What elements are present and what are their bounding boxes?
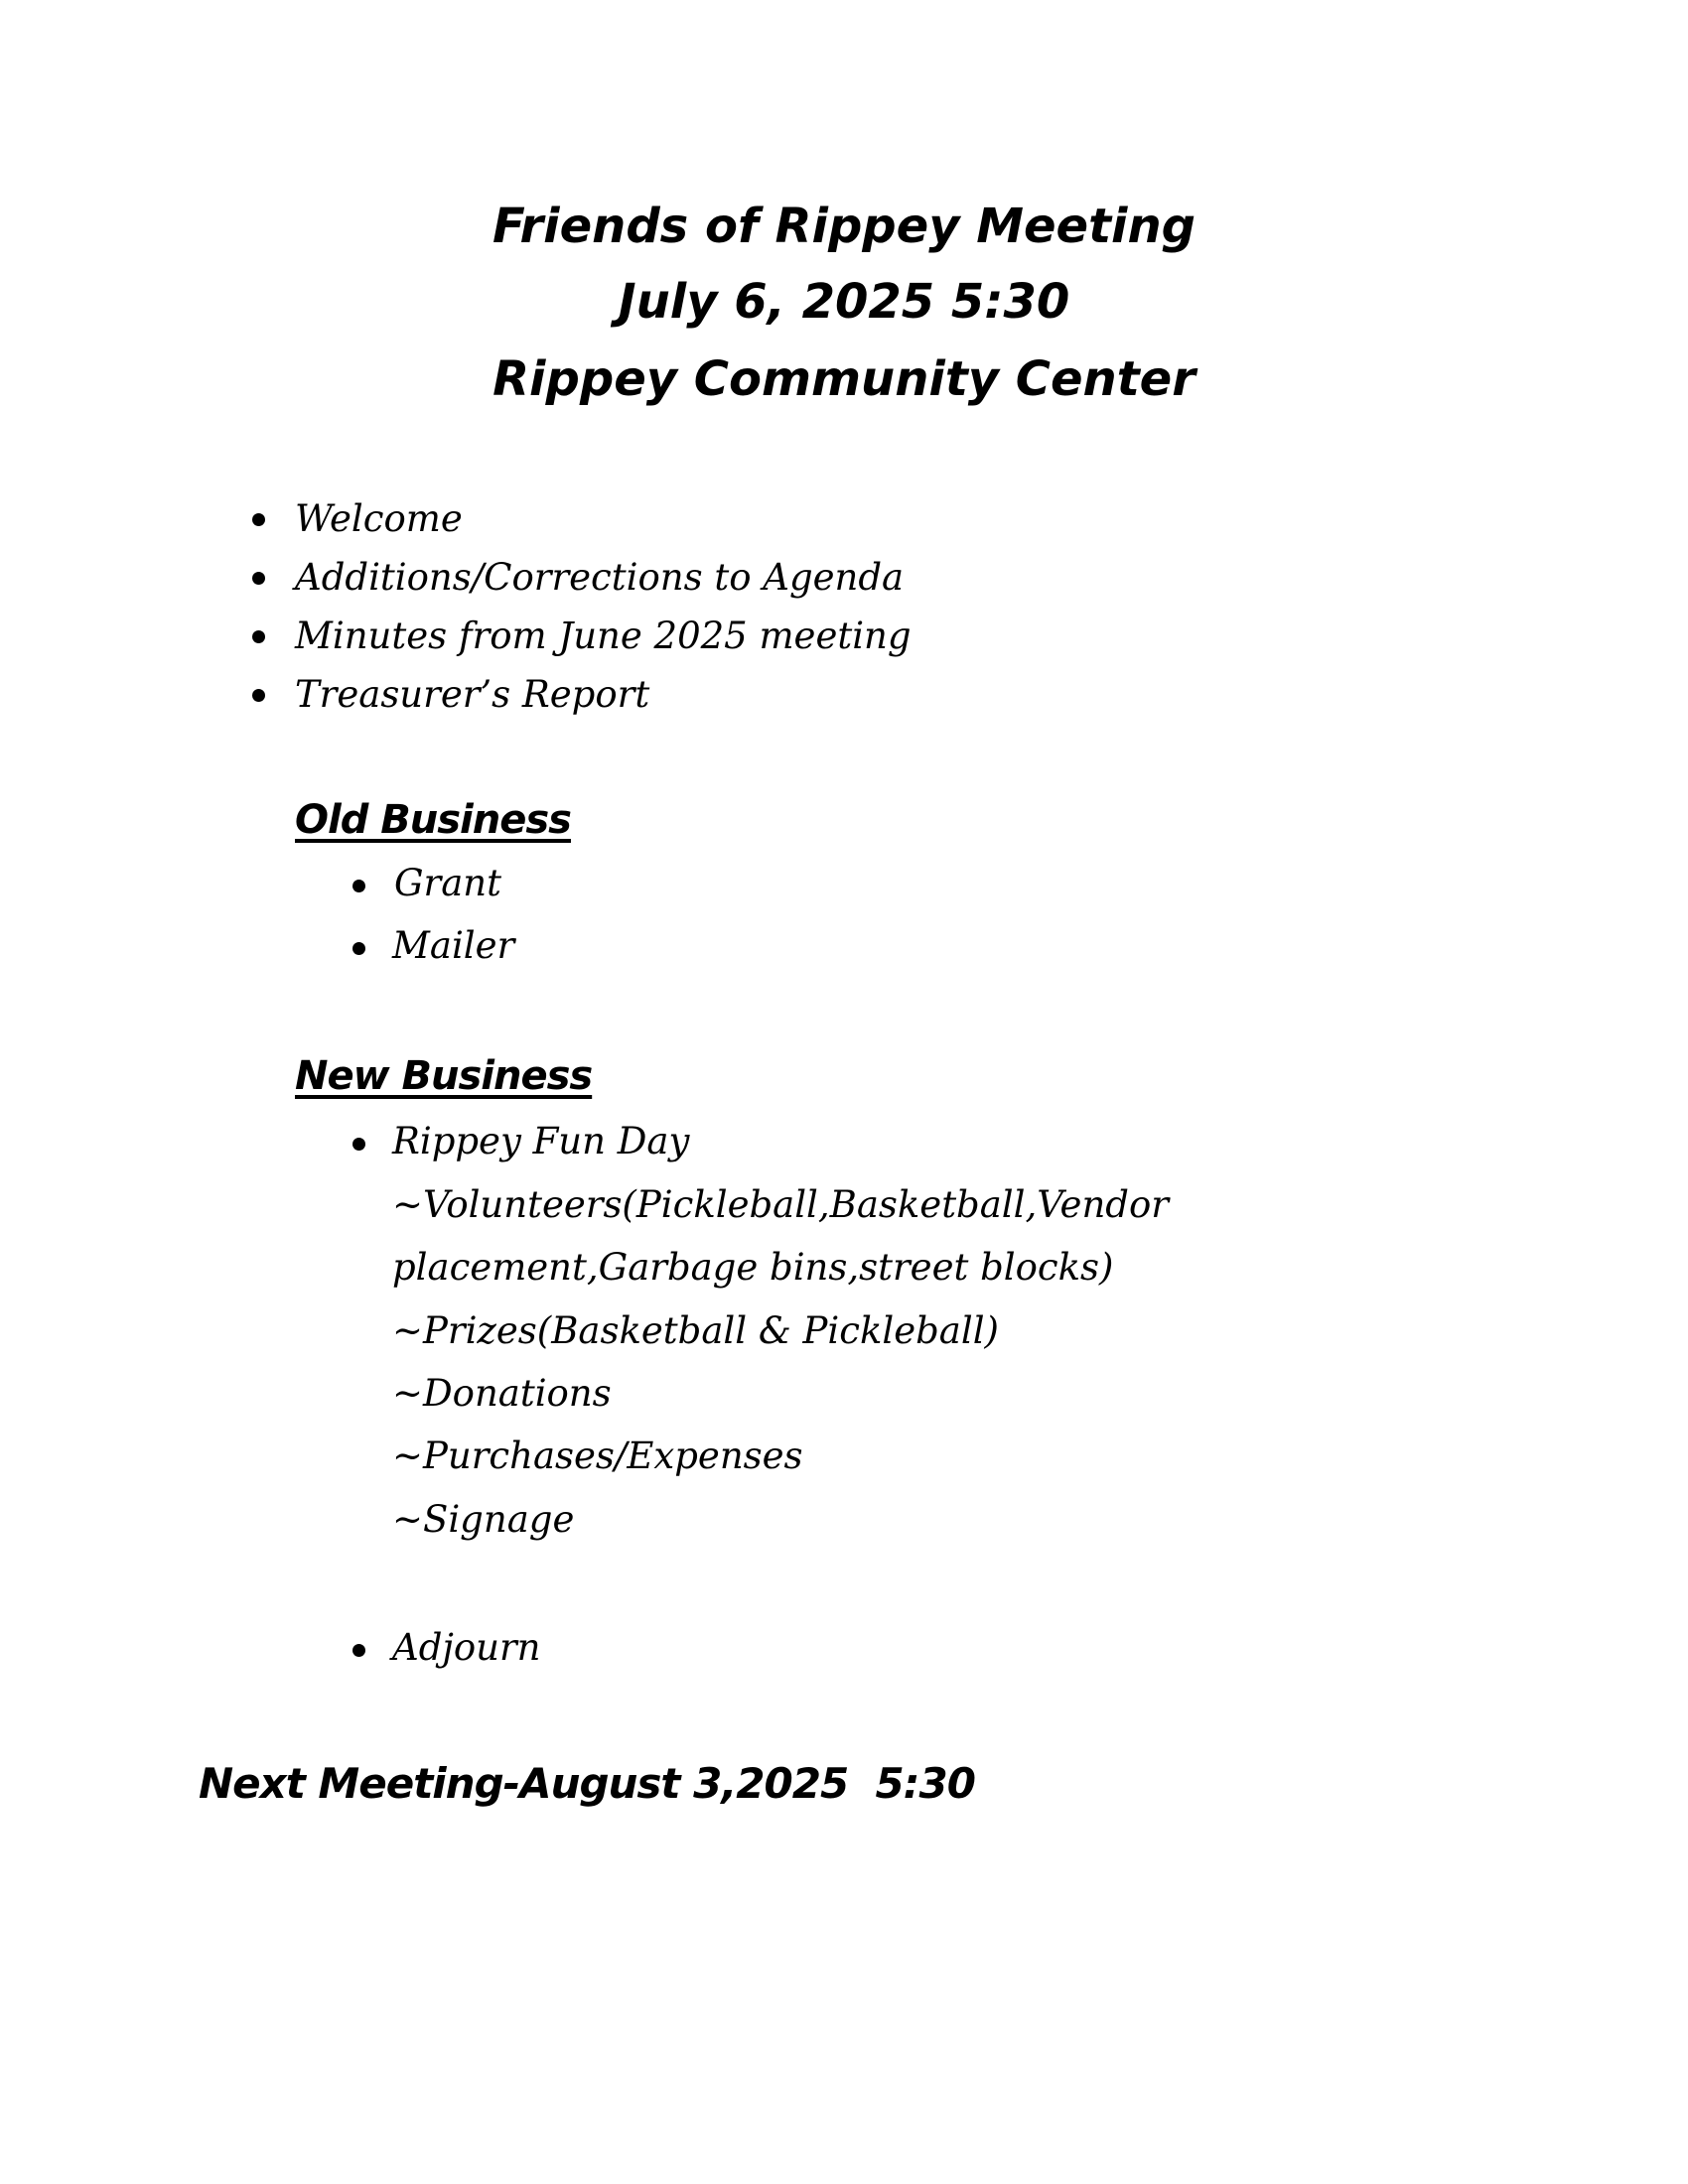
fun-day-prizes: ~Prizes(Basketball & Pickleball) [392,1309,999,1352]
adjourn-item: Adjourn [392,1626,541,1669]
fun-day-purchases: ~Purchases/Expenses [392,1434,803,1477]
bullet-icon [252,572,265,585]
next-meeting: Next Meeting-August 3,2025 5:30 [199,1759,975,1808]
new-business-item-fun-day: Rippey Fun Day [392,1120,690,1162]
meeting-title: Friends of Rippey Meeting [492,199,1196,254]
new-business-heading: New Business [295,1053,593,1099]
fun-day-volunteers: ~Volunteers(Pickleball,Basketball,Vendor [392,1183,1169,1226]
fun-day-volunteers-cont: placement,Garbage bins,street blocks) [392,1246,1114,1289]
bullet-icon [252,513,265,526]
bullet-icon [352,942,365,955]
fun-day-donations: ~Donations [392,1372,612,1415]
bullet-icon [252,689,265,702]
old-business-heading: Old Business [295,797,571,843]
agenda-item-welcome: Welcome [295,497,463,540]
fun-day-signage: ~Signage [392,1498,575,1541]
old-business-item-mailer: Mailer [392,924,515,967]
bullet-icon [252,630,265,643]
agenda-item-minutes: Minutes from June 2025 meeting [295,614,912,657]
bullet-icon [352,880,365,892]
bullet-icon [352,1138,365,1151]
meeting-datetime: July 6, 2025 5:30 [618,274,1070,330]
old-business-item-grant: Grant [394,862,502,904]
meeting-location: Rippey Community Center [492,351,1196,407]
agenda-item-additions: Additions/Corrections to Agenda [295,556,905,599]
agenda-item-treasurer: Treasurer’s Report [295,673,650,716]
bullet-icon [352,1644,365,1657]
